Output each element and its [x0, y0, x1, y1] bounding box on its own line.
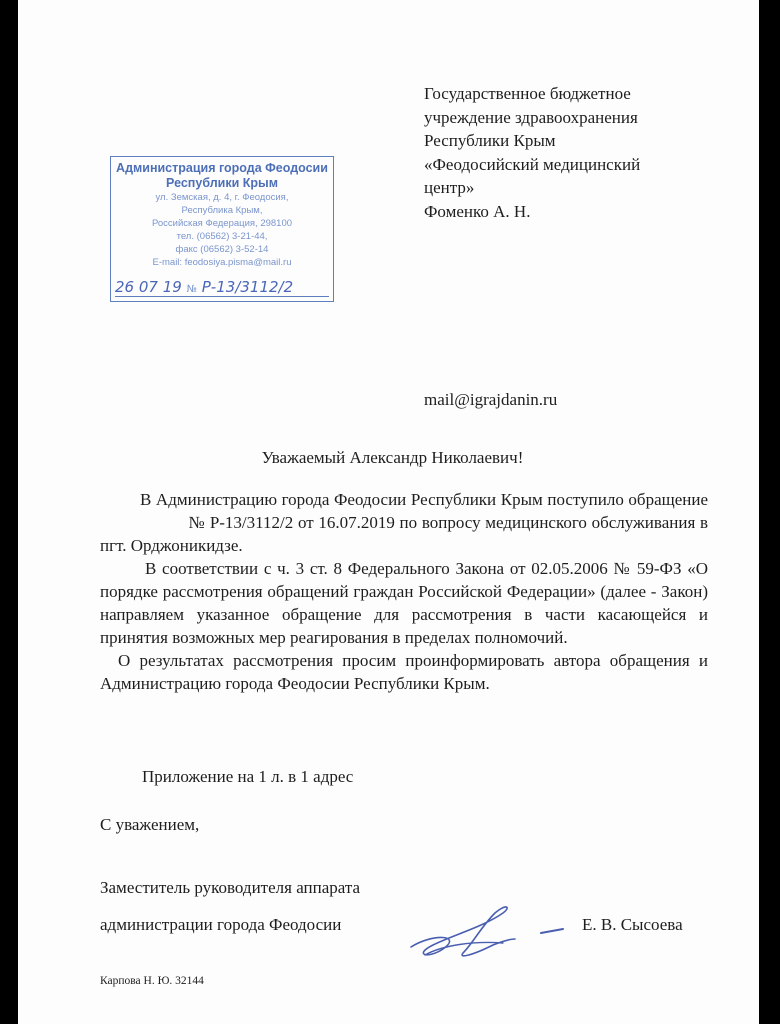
- stamp-org-line1: Администрация города Феодосии: [116, 161, 328, 175]
- letter-body: [100, 488, 708, 695]
- body-paragraph-2: В соответствии с ч. 3 ст. 8 Федерального Закона от 02.05.2006 № 59-ФЗ «О порядке рассмотрения обращений граждан Российской Федерации» (далее - Закон) направляем указанное обращение для рассмотрения в части касающейся и принятия возможных мер реагирования в пределах полномочий.: [100, 559, 708, 647]
- p1-end: № Р-13/3112/2 от 16.07.2019 по вопросу медицинского обслуживания в пгт. Орджоникидзе.: [100, 513, 708, 555]
- recipient-line: учреждение здравоохранения: [424, 107, 638, 127]
- stamp-handwritten-date: 26 07 19: [115, 278, 182, 296]
- stamp-address-line: Республика Крым,: [181, 205, 263, 216]
- recipient-email: mail@igrajdanin.ru: [424, 390, 558, 409]
- stamp-number-sign: №: [186, 284, 197, 295]
- stamp-handwritten-row: [115, 278, 329, 297]
- recipient-line: Государственное бюджетное: [424, 84, 631, 103]
- recipient-block: [424, 82, 684, 223]
- executor-info: Карпова Н. Ю. 32144: [100, 975, 204, 987]
- stamp-phone: тел. (06562) 3-21-44,: [176, 231, 268, 242]
- handwritten-signature: [403, 905, 573, 965]
- stamp-email: E-mail: feodosiya.pisma@mail.ru: [152, 257, 292, 268]
- signatory-position-line1: Заместитель руководителя аппарата: [100, 878, 361, 897]
- letter-page: [18, 0, 759, 1024]
- recipient-name: Фоменко А. Н.: [424, 201, 531, 221]
- stamp-fax: факс (06562) 3-52-14: [175, 244, 269, 255]
- greeting: Уважаемый Александр Николаевич!: [261, 448, 524, 467]
- stamp-handwritten-number: Р-13/3112/2: [201, 278, 294, 296]
- attachment-note: Приложение на 1 л. в 1 адрес: [142, 767, 354, 786]
- closing: С уважением,: [100, 815, 200, 834]
- signatory-name: Е. В. Сысоева: [582, 915, 683, 934]
- body-paragraph-1: [100, 488, 708, 557]
- body-paragraph-3: О результатах рассмотрения просим проинформировать автора обращения и Администрацию города Феодосии Республики Крым.: [100, 651, 708, 693]
- stamp-address-line: Российская Федерация, 298100: [151, 218, 293, 229]
- stamp-org-line2: Республики Крым: [166, 176, 278, 190]
- registration-stamp: [110, 156, 334, 302]
- stamp-address-line: ул. Земская, д. 4, г. Феодосия,: [155, 192, 289, 203]
- recipient-line: Республики Крым: [424, 131, 556, 150]
- p1-start: В Администрацию города Феодосии Республики Крым поступило обращение: [140, 490, 708, 509]
- recipient-line: «Феодосийский медицинский: [424, 154, 641, 174]
- signatory-position-line2: администрации города Феодосии: [100, 915, 342, 934]
- recipient-line: центр»: [424, 178, 475, 197]
